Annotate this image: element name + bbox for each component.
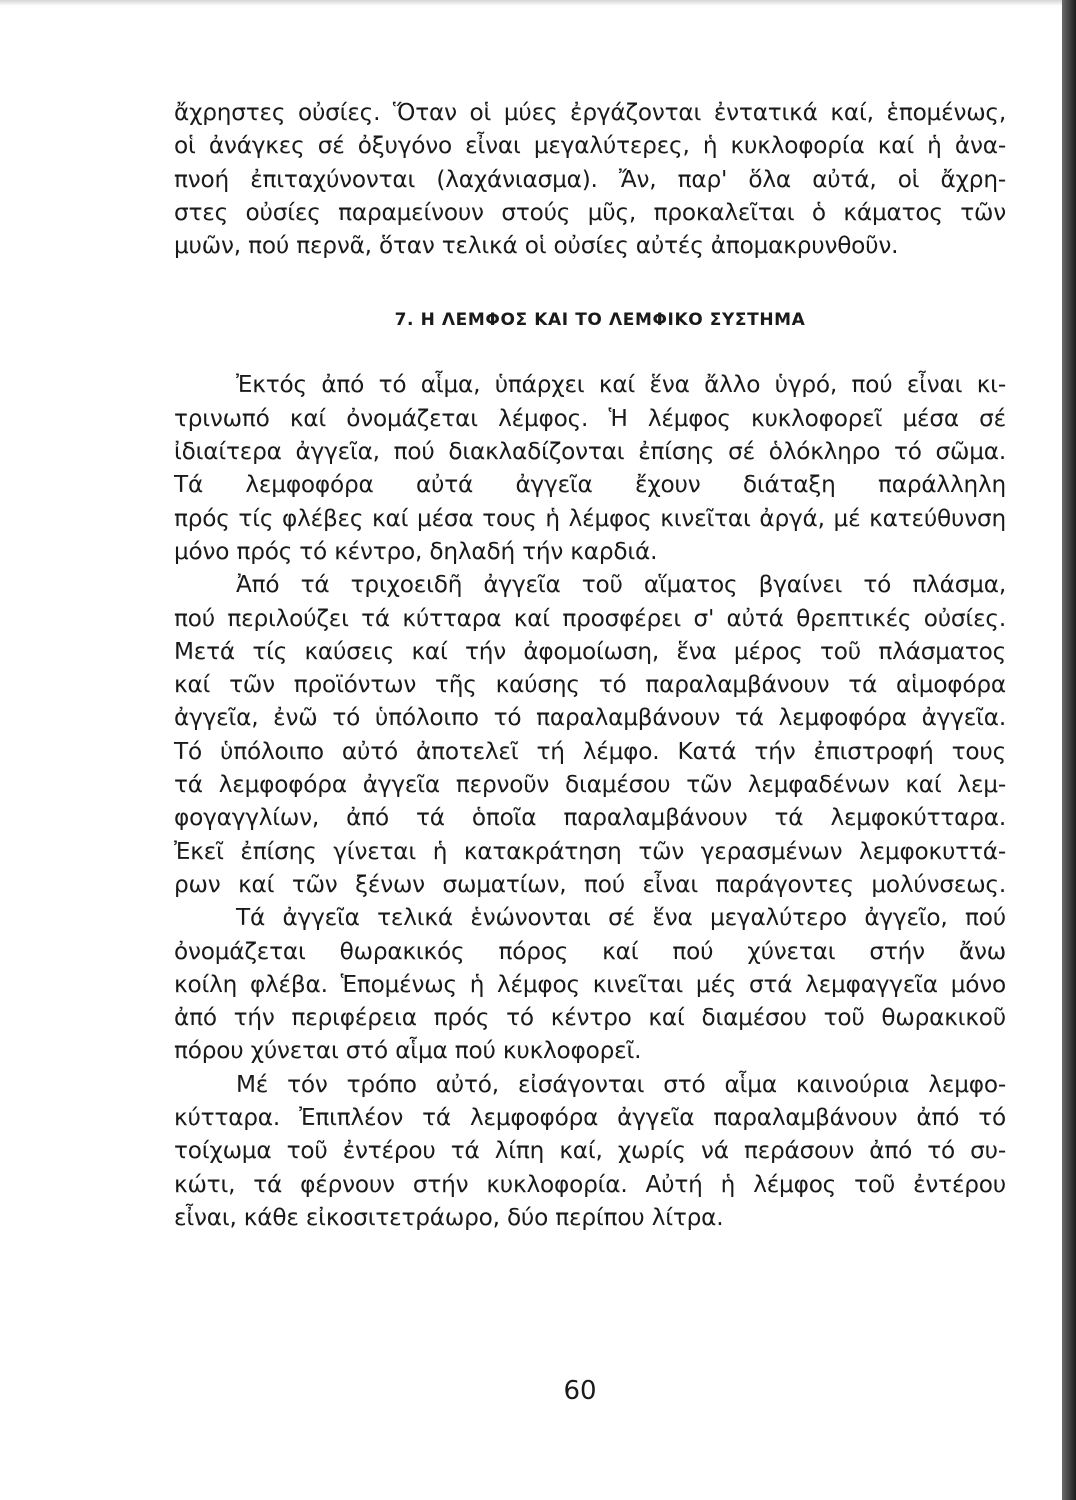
text-line: ἰδιαίτερα ἀγγεῖα, πού διακλαδίζονται ἐπίσης σέ ὁλόκληρο τό σῶμα.: [174, 438, 1006, 466]
text-line: τά λεμφοφόρα ἀγγεῖα περνοῦν διαμέσου τῶν λεμφαδένων καί λεμ-: [174, 771, 1006, 799]
text-line: πόρου χύνεται στό αἷμα πού κυκλοφορεῖ.: [174, 1037, 642, 1065]
text-line: Ἀπό τά τριχοειδῆ ἀγγεῖα τοῦ αἵματος βγαίνει τό πλάσμα,: [236, 571, 1006, 599]
text-line: ὀνομάζεται θωρακικός πόρος καί πού χύνεται στήν ἄνω: [174, 937, 1006, 965]
text-line: φογαγγλίων, ἀπό τά ὁποῖα παραλαμβάνουν τά λεμφοκύτταρα.: [174, 804, 1006, 832]
text-line: στες οὐσίες παραμείνουν στούς μῦς, προκαλεῖται ὁ κάματος τῶν: [174, 198, 1006, 226]
text-line: εἶναι, κάθε εἰκοσιτετράωρο, δύο περίπου λίτρα.: [174, 1203, 724, 1231]
text-line: Τά ἀγγεῖα τελικά ἑνώνονται σέ ἕνα μεγαλύτερο ἀγγεῖο, πού: [236, 904, 1006, 932]
text-line: Τά λεμφοφόρα αὐτά ἀγγεῖα ἔχουν διάταξη παράλληλη: [174, 471, 1006, 499]
text-line: ρων καί τῶν ξένων σωματίων, πού εἶναι παράγοντες μολύνσεως.: [174, 870, 1006, 898]
page-top-shadow: [0, 0, 1076, 6]
text-line: Ἐκτός ἀπό τό αἷμα, ὑπάρχει καί ἕνα ἄλλο ὑγρό, πού εἶναι κι-: [236, 371, 1006, 399]
section-body: [174, 368, 1006, 1234]
text-line: κύτταρα. Ἐπιπλέον τά λεμφοφόρα ἀγγεῖα παραλαμβάνουν ἀπό τό: [174, 1104, 1006, 1132]
page-number: 60: [563, 1376, 597, 1406]
text-line: Ἐκεῖ ἐπίσης γίνεται ἡ κατακράτηση τῶν γερασμένων λεμφοκυττά-: [174, 837, 1006, 865]
text-line: ἄχρηστες οὐσίες. Ὅταν οἱ μύες ἐργάζονται ἐντατικά καί, ἑπομένως,: [174, 99, 1006, 126]
text-line: Μετά τίς καύσεις καί τήν ἀφομοίωση, ἕνα μέρος τοῦ πλάσματος: [174, 637, 1006, 665]
paragraph-continuation: [174, 96, 1006, 262]
section-heading: 7. Η ΛΕΜΦΟΣ ΚΑΙ ΤΟ ΛΕΜΦΙΚΟ ΣΥΣΤΗΜΑ: [394, 310, 806, 331]
text-line: μόνο πρός τό κέντρο, δηλαδή τήν καρδιά.: [174, 537, 658, 565]
text-line: Τό ὑπόλοιπο αὐτό ἀποτελεῖ τή λέμφο. Κατά τήν ἐπιστροφή τους: [174, 737, 1006, 765]
text-line: πνοή ἐπιταχύνονται (λαχάνιασμα). Ἄν, παρ' ὅλα αὐτά, οἱ ἄχρη-: [174, 165, 1006, 193]
page-text-block: [174, 96, 1006, 1234]
text-line: ἀπό τήν περιφέρεια πρός τό κέντρο καί διαμέσου τοῦ θωρακικοῦ: [174, 1004, 1006, 1032]
text-line: οἱ ἀνάγκες σέ ὀξυγόνο εἶναι μεγαλύτερες, ἡ κυκλοφορία καί ἡ ἀνα-: [174, 132, 1006, 160]
page-right-edge-shadow: [1062, 0, 1076, 1500]
text-line: πού περιλούζει τά κύτταρα καί προσφέρει σ' αὐτά θρεπτικές οὐσίες.: [174, 604, 1006, 632]
text-line: κώτι, τά φέρνουν στήν κυκλοφορία. Αὐτή ἡ λέμφος τοῦ ἐντέρου: [174, 1170, 1006, 1198]
text-line: πρός τίς φλέβες καί μέσα τους ἡ λέμφος κινεῖται ἀργά, μέ κατεύθυνση: [174, 504, 1006, 532]
text-line: κοίλη φλέβα. Ἑπομένως ἡ λέμφος κινεῖται μές στά λεμφαγγεῖα μόνο: [174, 970, 1006, 998]
text-line: τοίχωμα τοῦ ἐντέρου τά λίπη καί, χωρίς νά περάσουν ἀπό τό συ-: [174, 1137, 1006, 1165]
text-line: τρινωπό καί ὀνομάζεται λέμφος. Ἡ λέμφος κυκλοφορεῖ μέσα σέ: [174, 404, 1006, 432]
text-line: ἀγγεῖα, ἐνῶ τό ὑπόλοιπο τό παραλαμβάνουν τά λεμφοφόρα ἀγγεῖα.: [174, 704, 1006, 732]
text-line: μυῶν, πού περνᾶ, ὅταν τελικά οἱ οὐσίες αὐτές ἀπομακρυνθοῦν.: [174, 232, 899, 260]
text-line: Μέ τόν τρόπο αὐτό, εἰσάγονται στό αἷμα καινούρια λεμφο-: [236, 1070, 1006, 1098]
text-line: καί τῶν προϊόντων τῆς καύσης τό παραλαμβάνουν τά αἱμοφόρα: [174, 671, 1006, 699]
